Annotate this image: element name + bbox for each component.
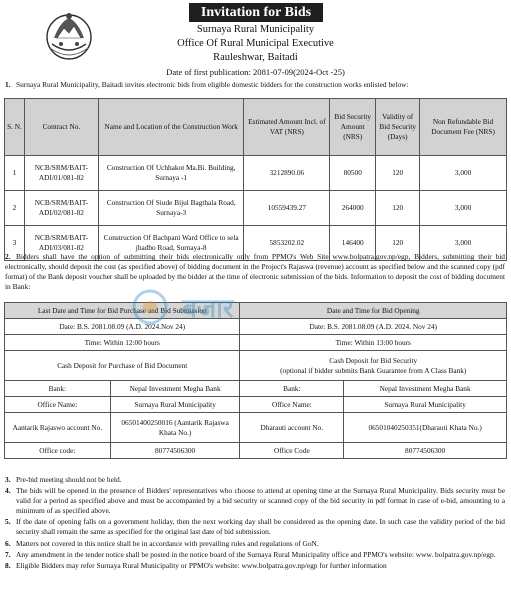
note-text: Eligible Bidders may refer Surnaya Rural Municipality or PPMO's website: www.bolpatra.gov.np/egp for further information (16, 560, 387, 570)
intro-text: Surnaya Rural Municipality, Baitadi invites electronic bids from eligible domestic bidders for the construction works enlisted below: (16, 80, 409, 89)
dharauti-account-label: Dharauti account No. (240, 413, 344, 443)
opening-date-heading: Date and Time for Bid Opening (240, 303, 507, 319)
header-cell: Estimated Amount Incl. of VAT (NRS) (244, 99, 330, 156)
cash-deposit-heading: Cash Deposit for Purchase of Bid Document (5, 351, 240, 381)
bazar-watermark (128, 283, 368, 329)
office-code-value: 80774506300 (344, 443, 507, 459)
table-cell: Construction Of Uchhakot Ma.Bi. Building, Surnaya -1 (98, 156, 244, 191)
bid-security-note: (optional if bidder submits Bank Guarantee from A Class Bank) (280, 365, 467, 375)
table-cell: Construction Of Siude Bijul Bagthala Road, Surnaya-3 (98, 191, 244, 226)
notes-list (5, 475, 505, 572)
item-number: 7. (5, 549, 11, 559)
table-cell: 120 (376, 156, 420, 191)
last-time-value: Time: Within 12:00 hours (5, 335, 240, 351)
item-number: 4. (5, 486, 11, 496)
watermark-text: बजार (182, 294, 234, 324)
item-number: 1. (5, 80, 11, 89)
item-number: 5. (5, 517, 11, 527)
table-cell: 120 (376, 191, 420, 226)
office-location: Rauleshwar, Baitadi (213, 52, 298, 63)
works-table (4, 98, 507, 261)
bank-value: Nepal Investment Megha Bank (110, 381, 240, 397)
note-text: The bids will be opened in the presence of Bidders' representatives who choose to attend at opening time at the Surnaya Rural Municipality. Bids security must be valid for a period as specified above and must be accompanied by a bid security or scanned copy of the bid security in pdf format in case of e-bid, amounting to a minimum of as specified above. (16, 486, 505, 516)
list-item (5, 517, 505, 537)
table-row (5, 156, 507, 191)
bid-security-heading (240, 351, 507, 381)
table-cell: 146400 (330, 226, 376, 261)
office-code-label: Office Code (240, 443, 344, 459)
opening-time-value: Time: Within 13:00 hours (240, 335, 507, 351)
table-cell: 3,000 (420, 226, 507, 261)
table-cell: 10559439.27 (244, 191, 330, 226)
table-cell: 5853202.02 (244, 226, 330, 261)
bid-security-title: Cash Deposit for Bid Security (329, 355, 418, 365)
header-cell: Non Refundable Bid Document Fee (NRS) (420, 99, 507, 156)
header-cell: Name and Location of the Construction Work (98, 99, 244, 156)
last-date-heading: Last Date and Time for Bid Purchase and Bid Submission (5, 303, 240, 319)
item-number: 6. (5, 538, 11, 548)
intro-paragraph (5, 80, 505, 90)
item-number: 3. (5, 475, 11, 484)
opening-date-value: Date: B.S. 2081.08.09 (A.D. 2024. Nov 24) (240, 319, 507, 335)
list-item (5, 475, 505, 485)
table-cell: NCB/SRM/BAIT-ADI/01/081-82 (24, 156, 98, 191)
header-cell: Contract No. (24, 99, 98, 156)
table-cell: 80500 (330, 156, 376, 191)
table-cell: Construction Of Bachpani Ward Office to sela jhadbo Road, Surnaya-8 (98, 226, 244, 261)
table-header-row (5, 99, 507, 156)
publication-date: Date of first publication: 2081-07-09(2024-Oct -25) (166, 67, 345, 77)
table-row (5, 381, 507, 397)
bank-label: Bank: (5, 381, 111, 397)
table-cell: 264000 (330, 191, 376, 226)
rajaswo-account-label: Aantarik Rajaswo account No. (5, 413, 111, 443)
table-cell: NCB/SRM/BAIT-ADI/02/081-82 (24, 191, 98, 226)
table-cell: NCB/SRM/BAIT-ADI/03/081-82 (24, 226, 98, 261)
item-number: 8. (5, 560, 11, 570)
header-cell: Validity of Bid Security (Days) (376, 99, 420, 156)
dharauti-account-value: 06501040250351(Dharauti Khata No.) (344, 413, 507, 443)
table-row (5, 335, 507, 351)
table-row (5, 351, 507, 381)
table-cell: 2 (5, 191, 25, 226)
submission-text: Bidders shall have the option of submitting their bids electronically only from PPMO's Web Site www.bolpatra.gov.np/egp, Bidders, submitting their bid electronically, should deposit the cost (as specified above) of bidding document in the Project's Rajaswa (revenue) account as specified below and the scanned copy (pdf format) of the Bank deposit voucher shall be uploaded by the bidder at the time of electronic submission of the bids. Information to deposit the cost of bidding document in Bank: (5, 252, 505, 292)
table-cell: 3,000 (420, 156, 507, 191)
rajaswo-account-value: 06501400250016 (Aantarik Rajaswa Khata No.) (110, 413, 240, 443)
list-item (5, 561, 505, 571)
last-date-value: Date: B.S. 2081.08.09 (A.D. 2024.Nov 24) (5, 319, 240, 335)
note-text: Pre-bid meeting should not be held. (16, 475, 122, 484)
list-item (5, 486, 505, 516)
office-name-label: Office Name: (240, 397, 344, 413)
notice-title: Invitation for Bids (189, 3, 323, 22)
note-text: Any amendment in the tender notice shall be posted in the notice board of the Surnaya Rural Municipality office and PPMO's website: www. bolpatra.gov.np/egp. (16, 549, 496, 559)
organization-name: Surnaya Rural Municipality (196, 24, 315, 35)
note-text: Matters not covered in this notice shall be in accordance with prevailing rules and regulations of GoN. (16, 538, 319, 548)
table-row (5, 443, 507, 459)
note-text: If the date of opening falls on a government holiday, then the next working day shall be considered as the opening date. In such case the validity period of the bid security shall remain the same as specified for the original last date of bid submission. (16, 517, 505, 537)
bank-label: Bank: (240, 381, 344, 397)
table-cell: 1 (5, 156, 25, 191)
office-code-value: 80774506300 (110, 443, 240, 459)
table-row (5, 413, 507, 443)
table-row (5, 397, 507, 413)
header-cell: Bid Security Amount (NRS) (330, 99, 376, 156)
table-row (5, 191, 507, 226)
office-name: Office Of Rural Municipal Executive (177, 38, 334, 49)
bank-value: Nepal Investment Megha Bank (344, 381, 507, 397)
table-cell: 3212890.06 (244, 156, 330, 191)
table-cell: 3 (5, 226, 25, 261)
list-item (5, 539, 505, 549)
table-cell: 3,000 (420, 191, 507, 226)
office-name-value: Surnaya Rural Municipality (110, 397, 240, 413)
office-code-label: Office code: (5, 443, 111, 459)
header-cell: S. N. (5, 99, 25, 156)
item-number: 2. (5, 252, 11, 261)
office-name-value: Surnaya Rural Municipality (344, 397, 507, 413)
list-item (5, 550, 505, 560)
office-name-label: Office Name: (5, 397, 111, 413)
table-cell: 120 (376, 226, 420, 261)
